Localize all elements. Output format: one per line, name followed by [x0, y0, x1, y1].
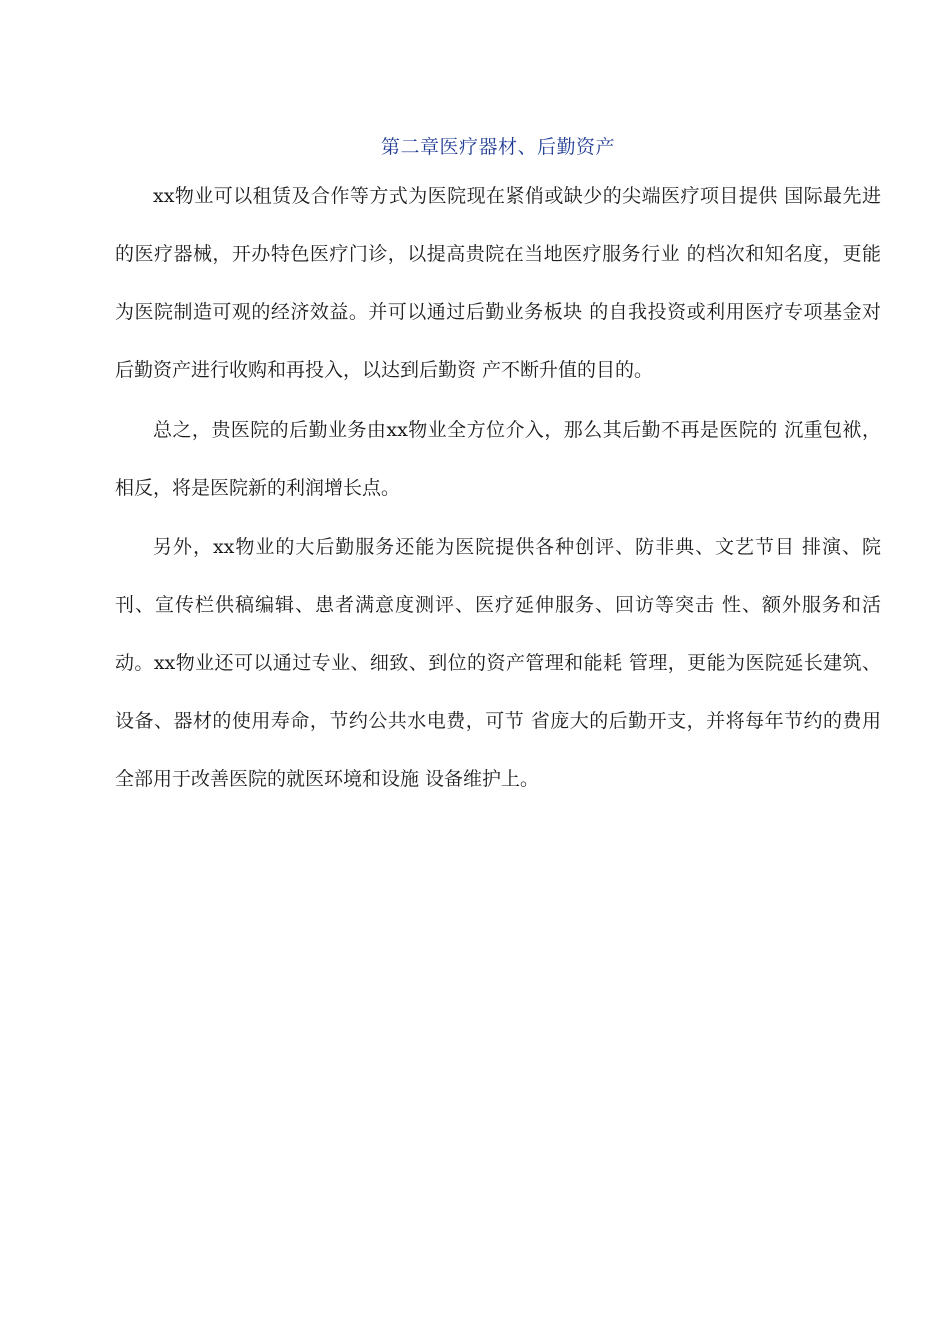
paragraph-summary: 总之，贵医院的后勤业务由xx物业全方位介入，那么其后勤不再是医院的 沉重包袱，相反，将是医院新的利润增长点。	[115, 419, 881, 499]
chapter-title: 第二章医疗器材、后勤资产	[380, 136, 615, 158]
paragraph-additional-services: 另外，xx物业的大后勤服务还能为医院提供各种创评、防非典、文艺节目 排演、院刊、宣传栏供稿编辑、患者满意度测评、医疗延伸服务、回访等突击 性、额外服务和活动。xx物业还可以通过专业、细致、到位的资产管理和能耗 管理，更能为医院延长建筑、设备、器材的使用寿命，节约公共水电费，可节 省庞大的后勤开支，并将每年节约的费用全部用于改善医院的就医环境和设施 设备维护上。	[115, 536, 881, 790]
paragraph-medical-equipment: xx物业可以租赁及合作等方式为医院现在紧俏或缺少的尖端医疗项目提供 国际最先进的医疗器械，开办特色医疗门诊，以提高贵院在当地医疗服务行业 的档次和知名度，更能为医院制造可观的经济效益。并可以通过后勤业务板块 的自我投资或利用医疗专项基金对后勤资产进行收购和再投入，以达到后勤资 产不断升值的目的。	[115, 185, 881, 381]
